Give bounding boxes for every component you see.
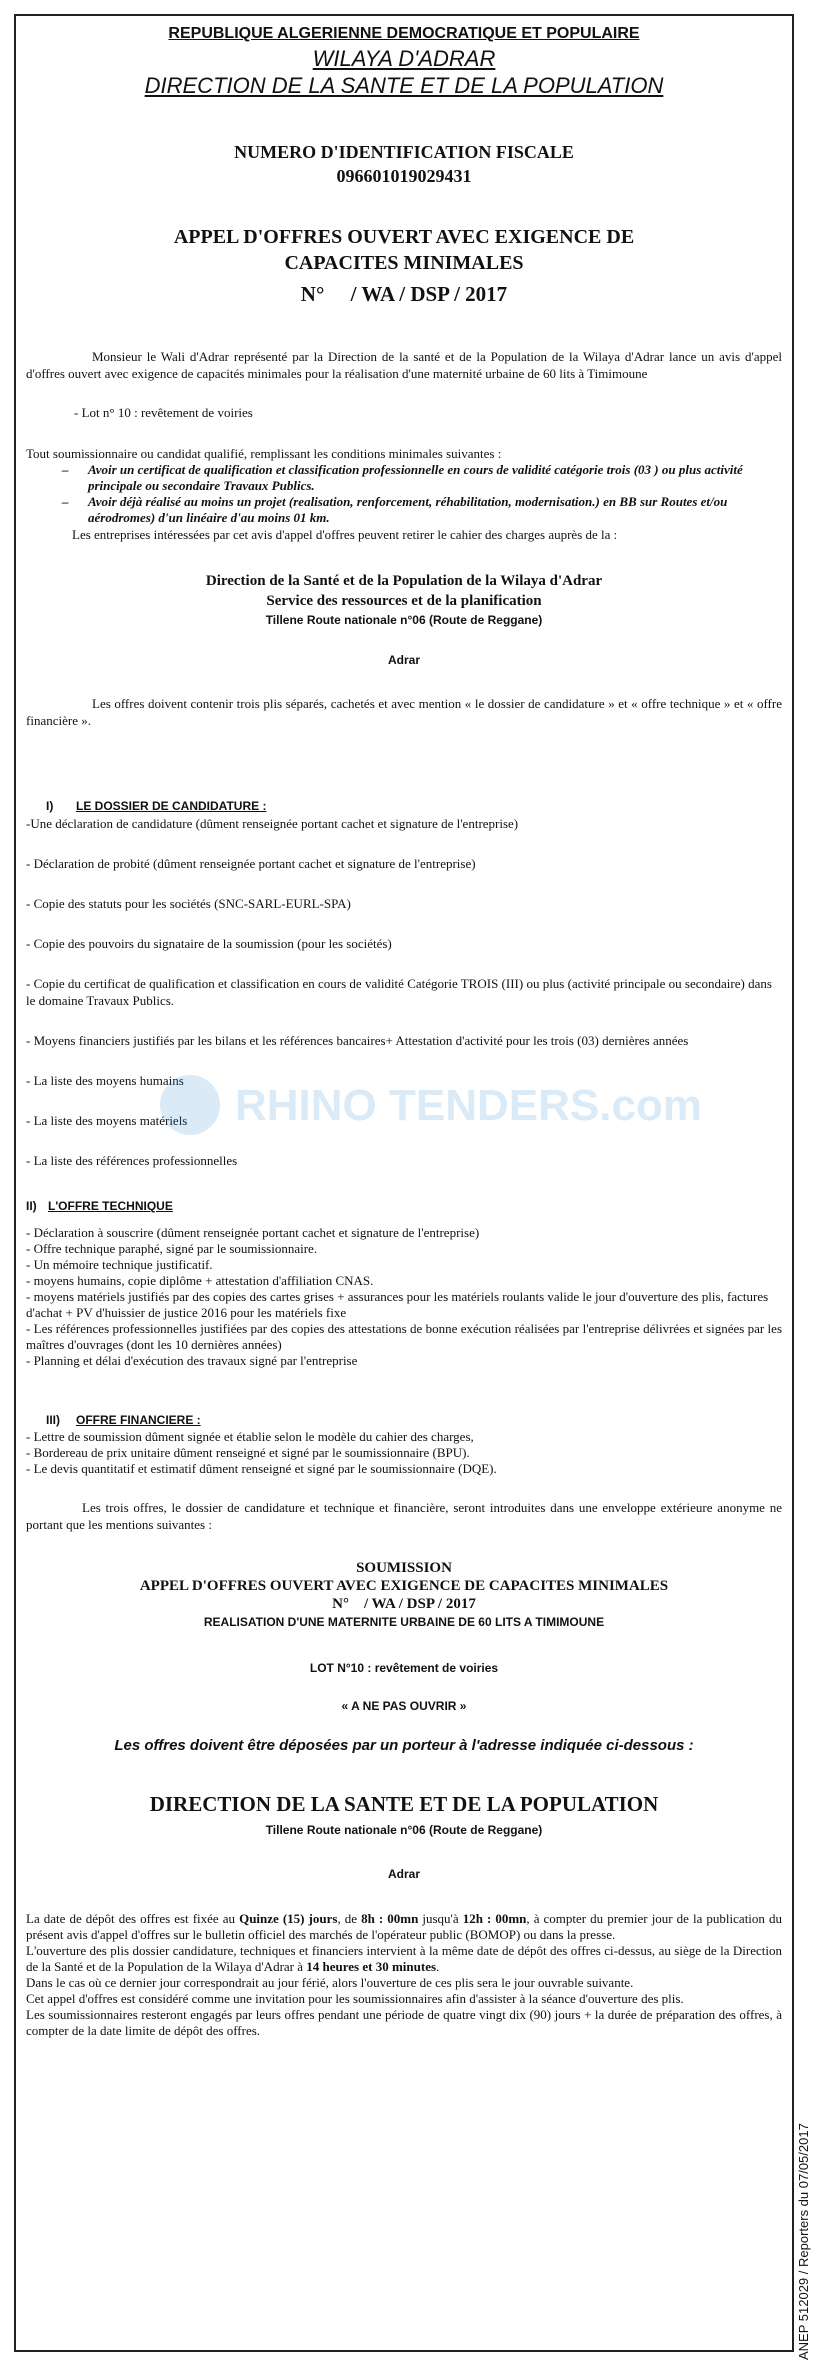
direction-route-2: Tillene Route nationale n°06 (Route de Reggane) (265, 1823, 543, 1837)
section-financiere-title: III) OFFRE FINANCIERE : (46, 1413, 201, 1427)
deposit-instruction: Les offres doivent être déposées par un porteur à l'adresse indiquée ci-dessous : (114, 1737, 694, 1754)
ne-pas-ouvrir: « A NE PAS OUVRIR » (341, 1699, 467, 1713)
tender-title: APPEL D'OFFRES OUVERT AVEC EXIGENCE DE CAPACITES MINIMALES (173, 226, 635, 274)
publication-reference: ANEP 512029 / Reporters du 07/05/2017 (796, 2123, 811, 2360)
list-item: - moyens humains, copie diplôme + attestation d'affiliation CNAS. (26, 1273, 374, 1288)
list-item: - Moyens financiers justifiés par les bilans et les références bancaires+ Attestation d'activité pour les trois (03) dernières années (26, 1033, 689, 1048)
list-item: - Offre technique paraphé, signé par le soumissionnaire. (26, 1241, 318, 1256)
header-wilaya: WILAYA D'ADRAR (312, 46, 496, 71)
header-direction: DIRECTION DE LA SANTE ET DE LA POPULATION (144, 73, 664, 98)
city-label: Adrar (387, 653, 420, 667)
envelope-lot: LOT N°10 : revêtement de voiries (309, 1661, 499, 1675)
list-item: - Copie des statuts pour les sociétés (SNC-SARL-EURL-SPA) (26, 896, 351, 911)
list-item: - Planning et délai d'exécution des travaux signé par l'entreprise (26, 1353, 358, 1368)
offres-paragraph: Les offres doivent contenir trois plis séparés, cachetés et avec mention « le dossier de candidature » et « offre technique » et « offre financière ». (26, 696, 782, 728)
envelope-title: APPEL D'OFFRES OUVERT AVEC EXIGENCE DE CAPACITES MINIMALES (139, 1578, 669, 1594)
tender-notice-page (14, 14, 794, 2352)
entreprises-line: Les entreprises intéressées par cet avis d'appel d'offres peuvent retirer le cahier des charges auprès de la : (72, 527, 618, 542)
list-item: - La liste des moyens matériels (26, 1113, 188, 1128)
nif-label: NUMERO D'IDENTIFICATION FISCALE (234, 142, 574, 162)
nif-block (26, 140, 782, 188)
direction-address-block (26, 571, 782, 629)
header-republic: REPUBLIQUE ALGERIENNE DEMOCRATIQUE ET POPULAIRE (168, 25, 640, 42)
intro-paragraph: Monsieur le Wali d'Adrar représenté par la Direction de la santé et de la Population de la Wilaya d'Adrar lance un avis d'appel d'offres ouvert avec exigence de capacités minimales pour la réalisation d'une maternité urbaine de 60 lits à Timimoune (26, 349, 782, 381)
engagement-paragraph: Les soumissionnaires resteront engagés par leurs offres pendant une période de quatre vingt dix (90) jours + la durée de préparation des offres, à compter de la date limite de dépôt des offres. (26, 2007, 782, 2038)
list-item: - Bordereau de prix unitaire dûment renseigné et signé par le soumissionnaire (BPU). (26, 1445, 470, 1460)
list-item: - Déclaration à souscrire (dûment renseignée portant cachet et signature de l'entreprise) (26, 1225, 480, 1240)
envelope-soumission: SOUMISSION (356, 1560, 452, 1576)
condition-item: – Avoir un certificat de qualification et classification professionnelle en cours de validité catégorie trois (03 ) ou plus activité principale ou secondaire Travaux Publics. (62, 462, 743, 493)
nif-value: 096601019029431 (336, 166, 472, 186)
section-technique-title: II) L'OFFRE TECHNIQUE (26, 1199, 173, 1213)
list-item: - Le devis quantitatif et estimatif dûment renseigné et signé par le soumissionnaire (DQE). (26, 1461, 497, 1476)
technique-list (26, 1225, 782, 1369)
list-item: - Copie des pouvoirs du signataire de la soumission (pour les sociétés) (26, 936, 392, 951)
list-item: - La liste des moyens humains (26, 1073, 184, 1088)
envelope-mentions (26, 1559, 782, 1631)
dossier-list (26, 815, 782, 1169)
section-dossier-title: I) LE DOSSIER DE CANDIDATURE : (46, 799, 267, 813)
direction-name: Direction de la Santé et de la Population de la Wilaya d'Adrar (205, 573, 603, 589)
final-conditions (26, 1911, 782, 2039)
trois-offres-paragraph: Les trois offres, le dossier de candidature et technique et financière, seront introduites dans une enveloppe extérieure anonyme ne portant que les mentions suivantes : (26, 1500, 782, 1532)
list-item: - moyens matériels justifiés par des copies des cartes grises + assurances pour les matériels roulants valide le jour d'ouverture des plis, factures d'achat + PV d'huissier de justice 2016 pour les matériels fixe (26, 1289, 769, 1320)
financiere-list (26, 1429, 782, 1477)
list-item: - Les références professionnelles justifiées par des copies des attestations de bonne exécution réalisées par l'entreprise délivrées et signées par les maîtres d'ouvrages (dont les 10 dernières années) (26, 1321, 782, 1352)
invitation-paragraph: Cet appel d'offres est considéré comme une invitation pour les soumissionnaires afin d'assister à la séance d'ouverture des plis. (26, 1991, 684, 2006)
condition-item: – Avoir déjà réalisé au moins un projet (realisation, renforcement, réhabilitation, modernisation.) en BB sur Routes et/ou aérodromes) d'un linéaire d'au moins 01 km. (62, 494, 728, 525)
envelope-number: N° / WA / DSP / 2017 (332, 1596, 476, 1612)
list-item: - La liste des références professionnelles (26, 1153, 238, 1168)
conditions-intro: Tout soumissionnaire ou candidat qualifié, remplissant les conditions minimales suivantes : (26, 446, 502, 461)
holiday-paragraph: Dans le cas où ce dernier jour correspondrait au jour férié, alors l'ouverture de ces plis sera le jour ouvrable suivante. (26, 1975, 634, 1990)
service-name: Service des ressources et de la planification (266, 593, 542, 609)
list-item: - Copie du certificat de qualification et classification en cours de validité Catégorie TROIS (III) ou plus (activité principale ou secondaire) dans le domaine Travaux Publics. (26, 976, 772, 1008)
lot-line: - Lot n° 10 : revêtement de voiries (74, 405, 253, 420)
direction-route: Tillene Route nationale n°06 (Route de Reggane) (265, 613, 543, 627)
list-item: - Lettre de soumission dûment signée et établie selon le modèle du cahier des charges, (26, 1429, 474, 1444)
document-header (26, 24, 782, 100)
list-item: - Déclaration de probité (dûment renseignée portant cachet et signature de l'entreprise) (26, 856, 476, 871)
deposit-date-paragraph: La date de dépôt des offres est fixée au Quinze (15) jours, de 8h : 00mn jusqu'à 12h : 00mn, à compter du premier jour de la publication du présent avis d'appel d'offres sur le bulletin officiel des marchés de l'opérateur public (BOMOP) ou dans la presse. (26, 1911, 782, 1942)
tender-number: N° / WA / DSP / 2017 (300, 282, 508, 306)
envelope-realisation: REALISATION D'UNE MATERNITE URBAINE DE 60 LITS A TIMIMOUNE (203, 1615, 605, 1629)
list-item: - Un mémoire technique justificatif. (26, 1257, 213, 1272)
direction-title: DIRECTION DE LA SANTE ET DE LA POPULATION (149, 1792, 659, 1816)
city-label-2: Adrar (387, 1867, 420, 1881)
list-item: -Une déclaration de candidature (dûment renseignée portant cachet et signature de l'entreprise) (26, 816, 519, 831)
opening-paragraph: L'ouverture des plis dossier candidature, techniques et financiers intervient à la même date de dépôt des offres ci-dessus, au siège de la Direction de la Santé et de la Population de la Wilaya d'Adrar à 14 heures et 30 minutes. (26, 1943, 782, 1974)
